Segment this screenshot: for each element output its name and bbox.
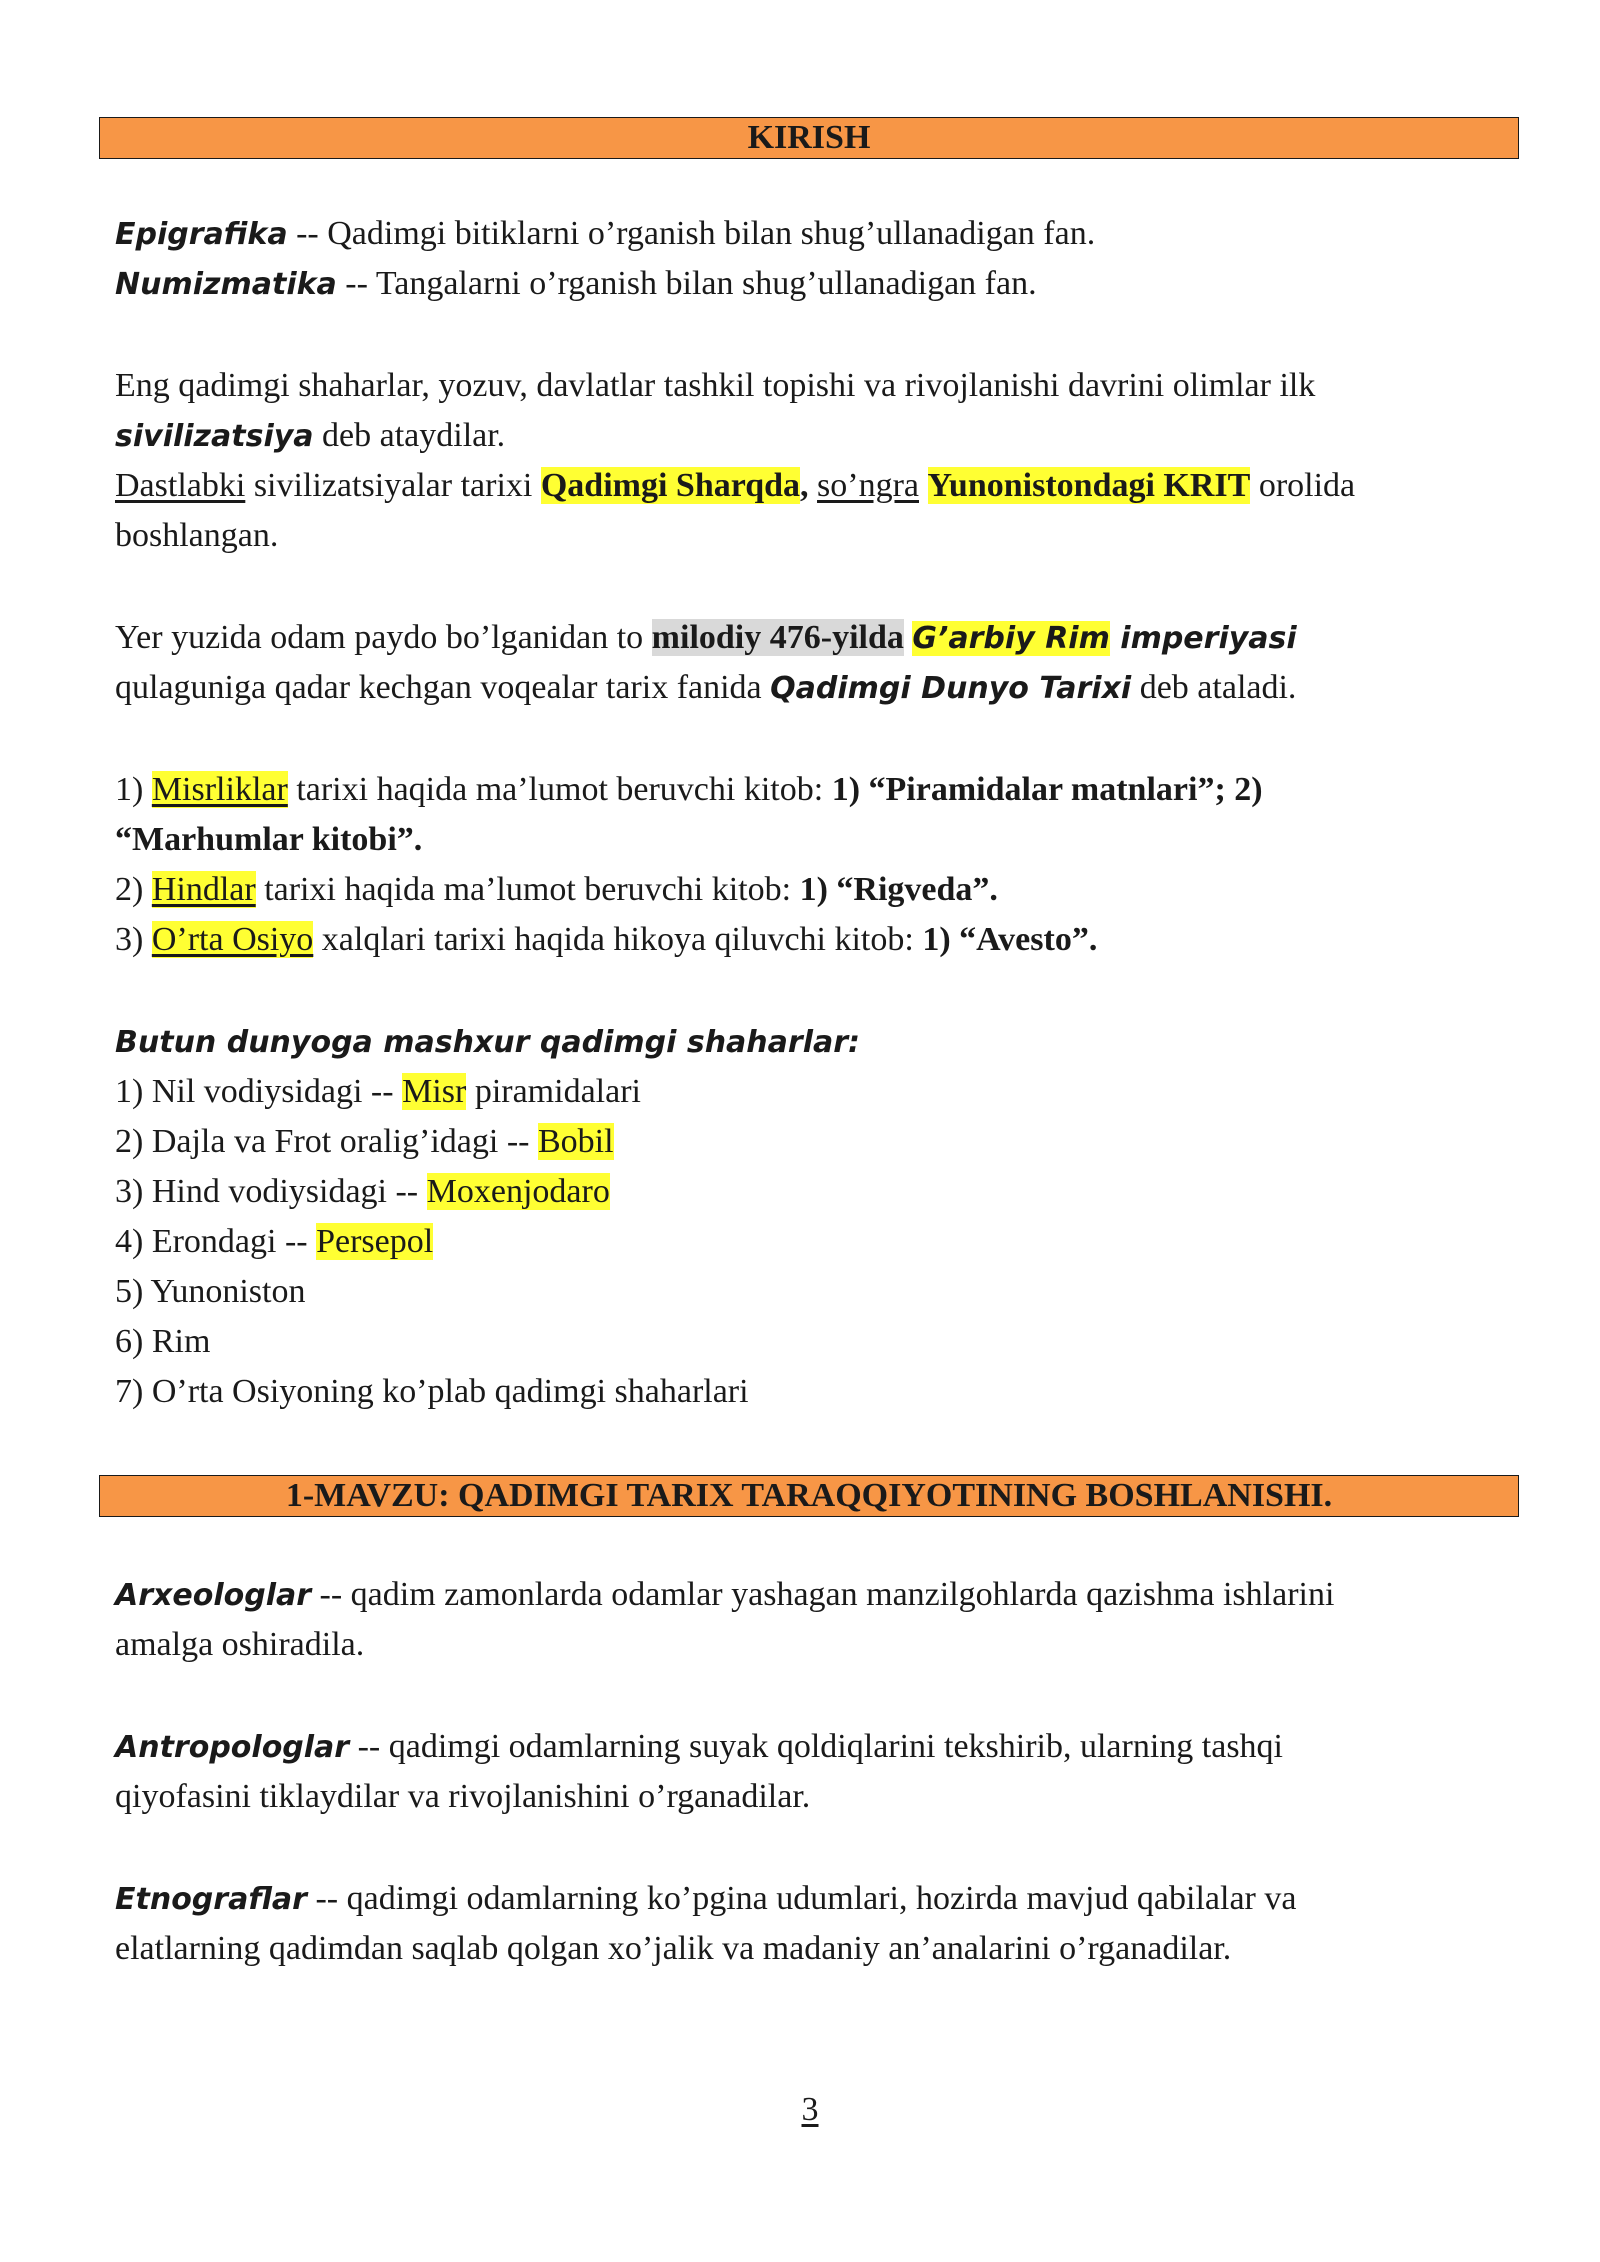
highlight-476: milodiy 476-yilda [651,619,904,656]
term-numizmatika: Numizmatika [115,267,337,302]
highlight-krit: Yunonistondagi KRIT [927,467,1251,504]
highlight-garbiy-rim: G’arbiy Rim [912,621,1110,656]
section-header-topic1: 1-MAVZU: QADIMGI TARIX TARAQQIYOTINING BOSHLANISHI. [99,1475,1519,1517]
list-item: 4) Erondagi -- Persepol [115,1223,434,1260]
definition-etnograflar: Etnograflar -- qadimgi odamlarning ko’pgina udumlari, hozirda mavjud qabilalar va [115,1880,1297,1917]
definition-etnograflar-cont: elatlarning qadimdan saqlab qolgan xo’jalik va madaniy an’analarini o’rganadilar. [115,1930,1232,1967]
section-header-kirish: KIRISH [99,117,1519,159]
highlight-qadimgi-sharq: Qadimgi Sharqda [540,467,801,504]
list-item: 6) Rim [115,1323,211,1360]
civilization-line-3: Dastlabki sivilizatsiyalar tarixi Qadimgi Sharqda, so’ngra Yunonistondagi KRIT orolida [115,467,1356,504]
list-item: 3) Hind vodiysidagi -- Moxenjodaro [115,1173,610,1210]
cities-heading: Butun dunyoga mashxur qadimgi shaharlar: [115,1025,861,1060]
term-sivilizatsiya: sivilizatsiya [115,419,314,454]
list-item: 7) O’rta Osiyoning ko’plab qadimgi shaharlari [115,1373,749,1410]
page-number: 3 [801,2091,819,2128]
definition-numizmatika: Numizmatika -- Tangalarni o’rganish bilan shug’ullanadigan fan. [115,265,1037,302]
definition-epigrafika: Epigrafika -- Qadimgi bitiklarni o’rganish bilan shug’ullanadigan fan. [115,215,1096,252]
source-orta-osiyo: 3) O’rta Osiyo xalqlari tarixi haqida hikoya qiluvchi kitob: 1) “Avesto”. [115,921,1098,958]
definition-arxeologlar-cont: amalga oshiradila. [115,1626,365,1663]
civilization-line-2: sivilizatsiya deb ataydilar. [115,417,506,454]
term-epigrafika: Epigrafika [115,217,288,252]
source-hindlar: 2) Hindlar tarixi haqida ma’lumot beruvchi kitob: 1) “Rigveda”. [115,871,998,908]
list-item: 1) Nil vodiysidagi -- Misr piramidalari [115,1073,641,1110]
ancient-world-line-2: qulaguniga qadar kechgan voqealar tarix fanida Qadimgi Dunyo Tarixi deb ataladi. [115,669,1297,706]
ancient-world-line-1: Yer yuzida odam paydo bo’lganidan to milodiy 476-yilda G’arbiy Rim imperiyasi [115,619,1297,656]
definition-antropologlar-cont: qiyofasini tiklaydilar va rivojlanishini o’rganadilar. [115,1778,811,1815]
source-misrliklar-cont: “Marhumlar kitobi”. [115,821,423,858]
list-item: 2) Dajla va Frot oralig’idagi -- Bobil [115,1123,614,1160]
definition-antropologlar: Antropologlar -- qadimgi odamlarning suyak qoldiqlarini tekshirib, ularning tashqi [115,1728,1283,1765]
definition-arxeologlar: Arxeologlar -- qadim zamonlarda odamlar yashagan manzilgohlarda qazishma ishlarini [115,1576,1335,1613]
list-item: 5) Yunoniston [115,1273,306,1310]
source-misrliklar: 1) Misrliklar tarixi haqida ma’lumot beruvchi kitob: 1) “Piramidalar matnlari”; 2) [115,771,1263,808]
civilization-line-4: boshlangan. [115,517,279,554]
civilization-line-1: Eng qadimgi shaharlar, yozuv, davlatlar tashkil topishi va rivojlanishi davrini olimlar ilk [115,367,1316,404]
